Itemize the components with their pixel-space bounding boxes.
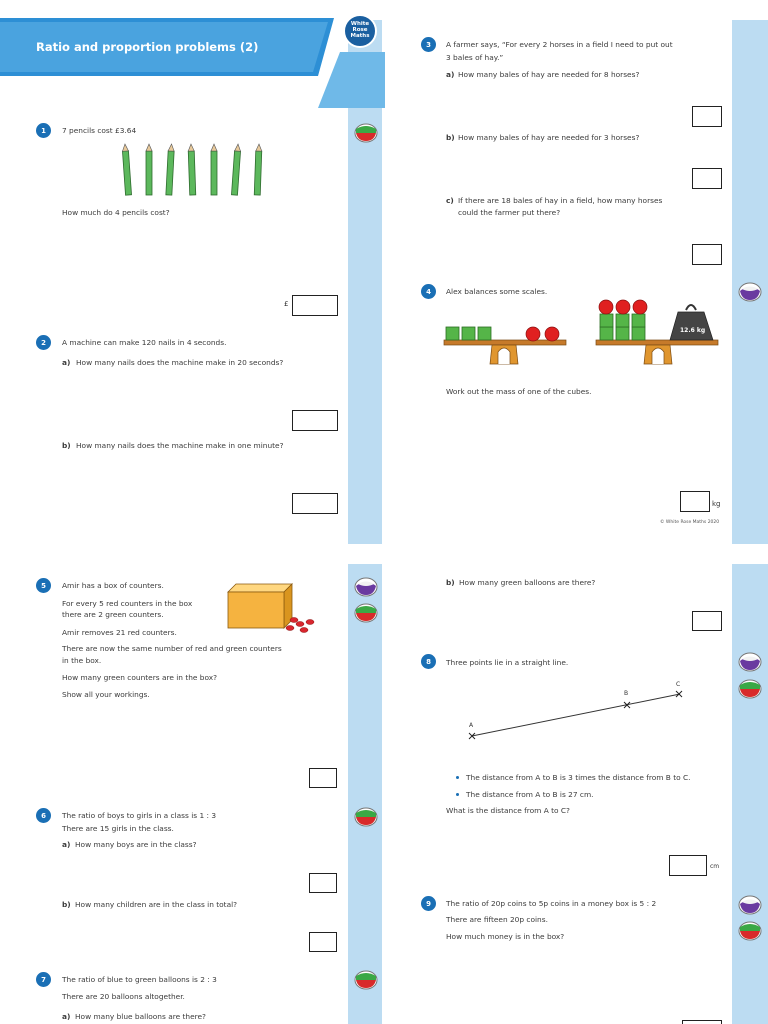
q3b-answer-box[interactable]	[692, 168, 722, 189]
q2b-text: How many nails does the machine make in one minute?	[76, 441, 284, 450]
q3a-text: How many bales of hay are needed for 8 horses?	[458, 70, 640, 79]
difficulty-badge-icon	[353, 575, 379, 597]
q3a-label: a)	[446, 70, 455, 79]
q5-line4: Amir removes 21 red counters.	[62, 628, 177, 637]
q5-line8: Show all your workings.	[62, 690, 150, 699]
q5-answer-box[interactable]	[309, 768, 337, 788]
page-title: Ratio and proportion problems (2)	[36, 40, 259, 54]
q1-answer-box[interactable]	[292, 295, 338, 316]
difficulty-badge-icon	[737, 893, 763, 915]
q8-bullet1: The distance from A to B is 3 times the distance from B to C.	[466, 773, 691, 782]
question-number-1: 1	[36, 123, 51, 138]
q5-line2: For every 5 red counters in the box	[62, 599, 193, 608]
question-number-8: 8	[421, 654, 436, 669]
q3c-text-line1: If there are 18 bales of hay in a field, how many horses	[458, 196, 663, 205]
q2a-label: a)	[62, 358, 71, 367]
q7b-text: How many green balloons are there?	[459, 578, 596, 587]
q6b-label: b)	[62, 900, 71, 909]
straight-line-diagram	[460, 680, 690, 744]
q6a-text: How many boys are in the class?	[75, 840, 197, 849]
q7b-answer-box[interactable]	[692, 611, 722, 631]
difficulty-badge-icon	[353, 601, 379, 623]
q1-question: How much do 4 pencils cost?	[62, 208, 170, 217]
q6a-answer-box[interactable]	[309, 873, 337, 893]
question-number-3: 3	[421, 37, 436, 52]
q8-bullet2: The distance from A to B is 27 cm.	[466, 790, 594, 799]
q8-line1: Three points lie in a straight line.	[446, 658, 569, 667]
bullet-dot	[456, 776, 459, 779]
side-panel-bottom-left	[348, 564, 382, 1024]
q4-question: Work out the mass of one of the cubes.	[446, 387, 592, 396]
question-number-5: 5	[36, 578, 51, 593]
point-a-label: A	[469, 722, 474, 729]
difficulty-badge-icon	[737, 280, 763, 302]
copyright-text: © White Rose Maths 2020	[660, 520, 720, 525]
q3c-answer-box[interactable]	[692, 244, 722, 265]
q2a-text: How many nails does the machine make in 20 seconds?	[76, 358, 284, 367]
q2-text: A machine can make 120 nails in 4 seconds.	[62, 338, 227, 347]
q1-text: 7 pencils cost £3.64	[62, 126, 137, 135]
q5-line6: in the box.	[62, 656, 102, 665]
q6b-answer-box[interactable]	[309, 932, 337, 952]
q9-line3: How much money is in the box?	[446, 932, 565, 941]
cm-unit-label: cm	[710, 863, 720, 870]
q4-text: Alex balances some scales.	[446, 287, 548, 296]
kg-unit-label: kg	[712, 500, 721, 508]
q3b-label: b)	[446, 133, 455, 142]
q7a-text: How many blue balloons are there?	[75, 1012, 206, 1021]
question-number-4: 4	[421, 284, 436, 299]
difficulty-badge-icon	[353, 805, 379, 827]
q6-line2: There are 15 girls in the class.	[62, 824, 174, 833]
q9-line2: There are fifteen 20p coins.	[446, 915, 548, 924]
question-number-7: 7	[36, 972, 51, 987]
q5-line7: How many green counters are in the box?	[62, 673, 218, 682]
page-separator	[0, 544, 768, 564]
difficulty-badge-icon	[737, 919, 763, 941]
q3b-text: How many bales of hay are needed for 3 horses?	[458, 133, 640, 142]
question-number-9: 9	[421, 896, 436, 911]
q6a-label: a)	[62, 840, 71, 849]
bullet-dot	[456, 793, 459, 796]
point-b-label: B	[624, 690, 629, 697]
question-number-6: 6	[36, 808, 51, 823]
difficulty-badge-icon	[353, 121, 379, 143]
q9-line1: The ratio of 20p coins to 5p coins in a money box is 5 : 2	[446, 899, 657, 908]
q5-line1: Amir has a box of counters.	[62, 581, 164, 590]
q7b-label: b)	[446, 578, 455, 587]
q3c-text-line2: could the farmer put there?	[458, 208, 561, 217]
q4-answer-box[interactable]	[680, 491, 710, 512]
q9-answer-box[interactable]	[682, 1020, 722, 1024]
white-rose-logo: White Rose Maths	[343, 14, 377, 48]
weight-label: 12.6 kg	[680, 327, 706, 334]
q3a-answer-box[interactable]	[692, 106, 722, 127]
q7-line2: There are 20 balloons altogether.	[62, 992, 185, 1001]
q8-question: What is the distance from A to C?	[446, 806, 570, 815]
q6b-text: How many children are in the class in total?	[75, 900, 238, 909]
difficulty-badge-icon	[353, 968, 379, 990]
q5-line5: There are now the same number of red and green counters	[62, 644, 282, 653]
q2b-answer-box[interactable]	[292, 493, 338, 514]
q3-text-line2: 3 bales of hay.”	[446, 53, 504, 62]
pound-sign-label: £	[284, 300, 289, 308]
q5-line3: there are 2 green counters.	[62, 610, 164, 619]
q3-text-line1: A farmer says, “For every 2 horses in a field I need to put out	[446, 40, 673, 49]
difficulty-badge-icon	[737, 677, 763, 699]
question-number-2: 2	[36, 335, 51, 350]
q6-line1: The ratio of boys to girls in a class is 1 : 3	[62, 811, 217, 820]
q2a-answer-box[interactable]	[292, 410, 338, 431]
difficulty-badge-icon	[737, 650, 763, 672]
pencils-illustration	[118, 143, 268, 199]
q7-line1: The ratio of blue to green balloons is 2 : 3	[62, 975, 217, 984]
counter-box-illustration	[224, 582, 320, 634]
side-panel-bottom-right	[732, 564, 768, 1024]
point-c-label: C	[676, 681, 681, 688]
q2b-label: b)	[62, 441, 71, 450]
q8-answer-box[interactable]	[669, 855, 707, 876]
q7a-label: a)	[62, 1012, 71, 1021]
header-banner	[0, 12, 385, 112]
q3c-label: c)	[446, 196, 454, 205]
